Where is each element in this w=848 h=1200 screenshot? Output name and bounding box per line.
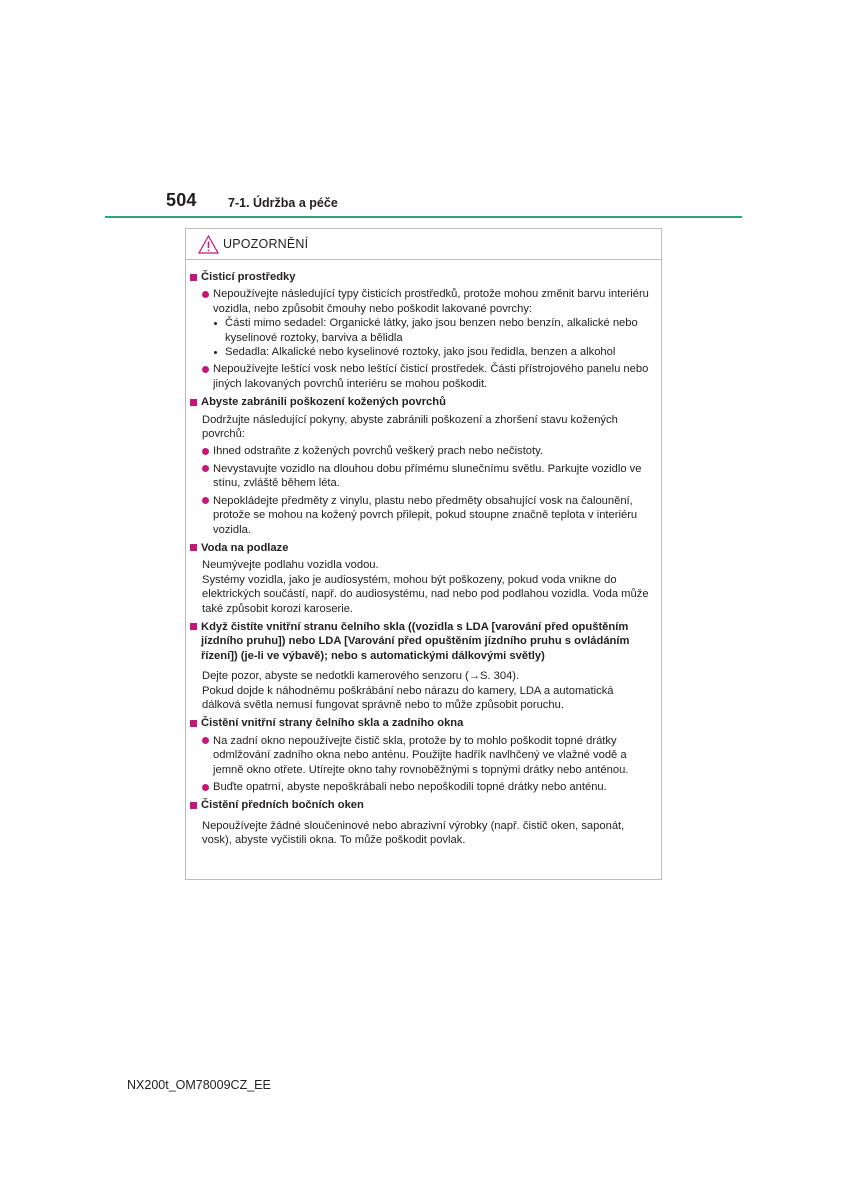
- bullet-text: Na zadní okno nepoužívejte čistič skla, protože by to mohlo poškodit topné drátky odmlžování zadního okna nebo anténu. Použijte hadřík navlhčený ve vlažné vodě a jemně okno otřete. Utírejte okno tahy rovnoběžnými s topnými drátky nebo anténou.: [213, 734, 629, 776]
- round-bullet-icon: [202, 465, 209, 472]
- section-heading: Čisticí prostředky: [201, 271, 296, 283]
- square-bullet-icon: [190, 720, 197, 727]
- round-bullet-icon: [202, 291, 209, 298]
- section-cleaning-agents: [190, 270, 653, 391]
- warning-content: [186, 260, 661, 848]
- document-code: NX200t_OM78009CZ_EE: [127, 1078, 271, 1092]
- bullet-text: Buďte opatrní, abyste nepoškrábali nebo nepoškodili topné drátky nebo anténu.: [213, 781, 607, 793]
- paragraph: Dodržujte následující pokyny, abyste zabránili poškození a zhoršení stavu kožených povrchů:: [202, 413, 618, 441]
- header-rule: [105, 216, 742, 218]
- section-heading: Čistění vnitřní strany čelního skla a zadního okna: [201, 717, 464, 730]
- square-bullet-icon: [190, 623, 197, 630]
- square-bullet-icon: [190, 544, 197, 551]
- round-bullet-icon: [202, 497, 209, 504]
- section-heading: Voda na podlaze: [201, 541, 289, 554]
- small-bullet-icon: [214, 351, 217, 354]
- round-bullet-icon: [202, 366, 209, 373]
- warning-box: [185, 228, 662, 880]
- warning-title: UPOZORNĚNÍ: [223, 237, 309, 251]
- bullet-text: Nepoužívejte leštící vosk nebo leštící čisticí prostředek. Části přístrojového panelu nebo jiných lakovaných povrchů interiéru se mohou poškodit.: [213, 363, 649, 390]
- section-side-windows: [190, 798, 653, 847]
- square-bullet-icon: [190, 399, 197, 406]
- bullet-text: Nevystavujte vozidlo na dlouhou dobu přímému slunečnímu světlu. Parkujte vozidlo ve stínu, zvláště během léta.: [213, 462, 642, 490]
- bullet-text: Nepoužívejte následující typy čisticích prostředků, protože mohou změnit barvu interiéru vozidla, nebo způsobit čmouhy nebo poškodit lakované povrchy:: [213, 288, 649, 315]
- section-title: 7-1. Údržba a péče: [228, 196, 338, 210]
- bullet-text: Ihned odstraňte z kožených povrchů veškerý prach nebo nečistoty.: [213, 445, 544, 458]
- section-windshield-camera: [190, 620, 653, 712]
- section-heading: Čistění předních bočních oken: [201, 799, 364, 812]
- warning-header: [186, 229, 661, 260]
- page-number: 504: [166, 190, 197, 210]
- round-bullet-icon: [202, 448, 209, 455]
- section-inner-glass: [190, 716, 653, 794]
- section-heading: Když čistíte vnitřní stranu čelního skla ((vozidla s LDA [varování před opuštěním jízdního pruhu]) nebo LDA [Varování před opuštěním jízdního pruhu s ovládáním řízení]) (je-li ve výbavě); nebo s automatickými dálkovými světly): [201, 620, 630, 662]
- paragraph: Neumývejte podlahu vozidla vodou.: [202, 559, 379, 572]
- section-leather-surfaces: [190, 395, 653, 537]
- square-bullet-icon: [190, 274, 197, 281]
- paragraph: Pokud dojde k náhodnému poškrábání nebo nárazu do kamery, LDA a automatická dálková světla nemusí fungovat správně nebo to může způsobit poruchu.: [202, 684, 614, 711]
- round-bullet-icon: [202, 737, 209, 744]
- section-floor-water: [190, 541, 653, 616]
- small-bullet-icon: [214, 322, 217, 325]
- paragraph: Nepoužívejte žádné sloučeninové nebo abrazivní výrobky (např. čistič oken, saponát, vosk), abyste vyčistili okna. To může poškodit povlak.: [202, 819, 625, 847]
- section-heading: Abyste zabránili poškození kožených povrchů: [201, 396, 446, 409]
- sub-bullet-text: Části mimo sedadel: Organické látky, jako jsou benzen nebo benzín, alkalické nebo kyselinové roztoky, barviva a bělidla: [225, 317, 638, 344]
- round-bullet-icon: [202, 784, 209, 791]
- bullet-text: Nepokládejte předměty z vinylu, plastu nebo předměty obsahující vosk na čalounění, protože se mohou na kožený povrch přilepit, pokud stoupne značně teplota v interiéru vozidla.: [213, 494, 638, 536]
- sub-bullet-text: Sedadla: Alkalické nebo kyselinové roztoky, jako jsou ředidla, benzen a alkohol: [225, 346, 616, 359]
- warning-triangle-icon: [198, 235, 219, 254]
- paragraph: Dejte pozor, abyste se nedotkli kamerového senzoru (→S. 304).: [202, 670, 520, 683]
- square-bullet-icon: [190, 802, 197, 809]
- paragraph: Systémy vozidla, jako je audiosystém, mohou být poškozeny, pokud voda vnikne do elektrických součástí, např. do audiosystému, nad nebo pod podlahou vozidla. Voda může také způsobit korozi karoserie.: [202, 573, 649, 615]
